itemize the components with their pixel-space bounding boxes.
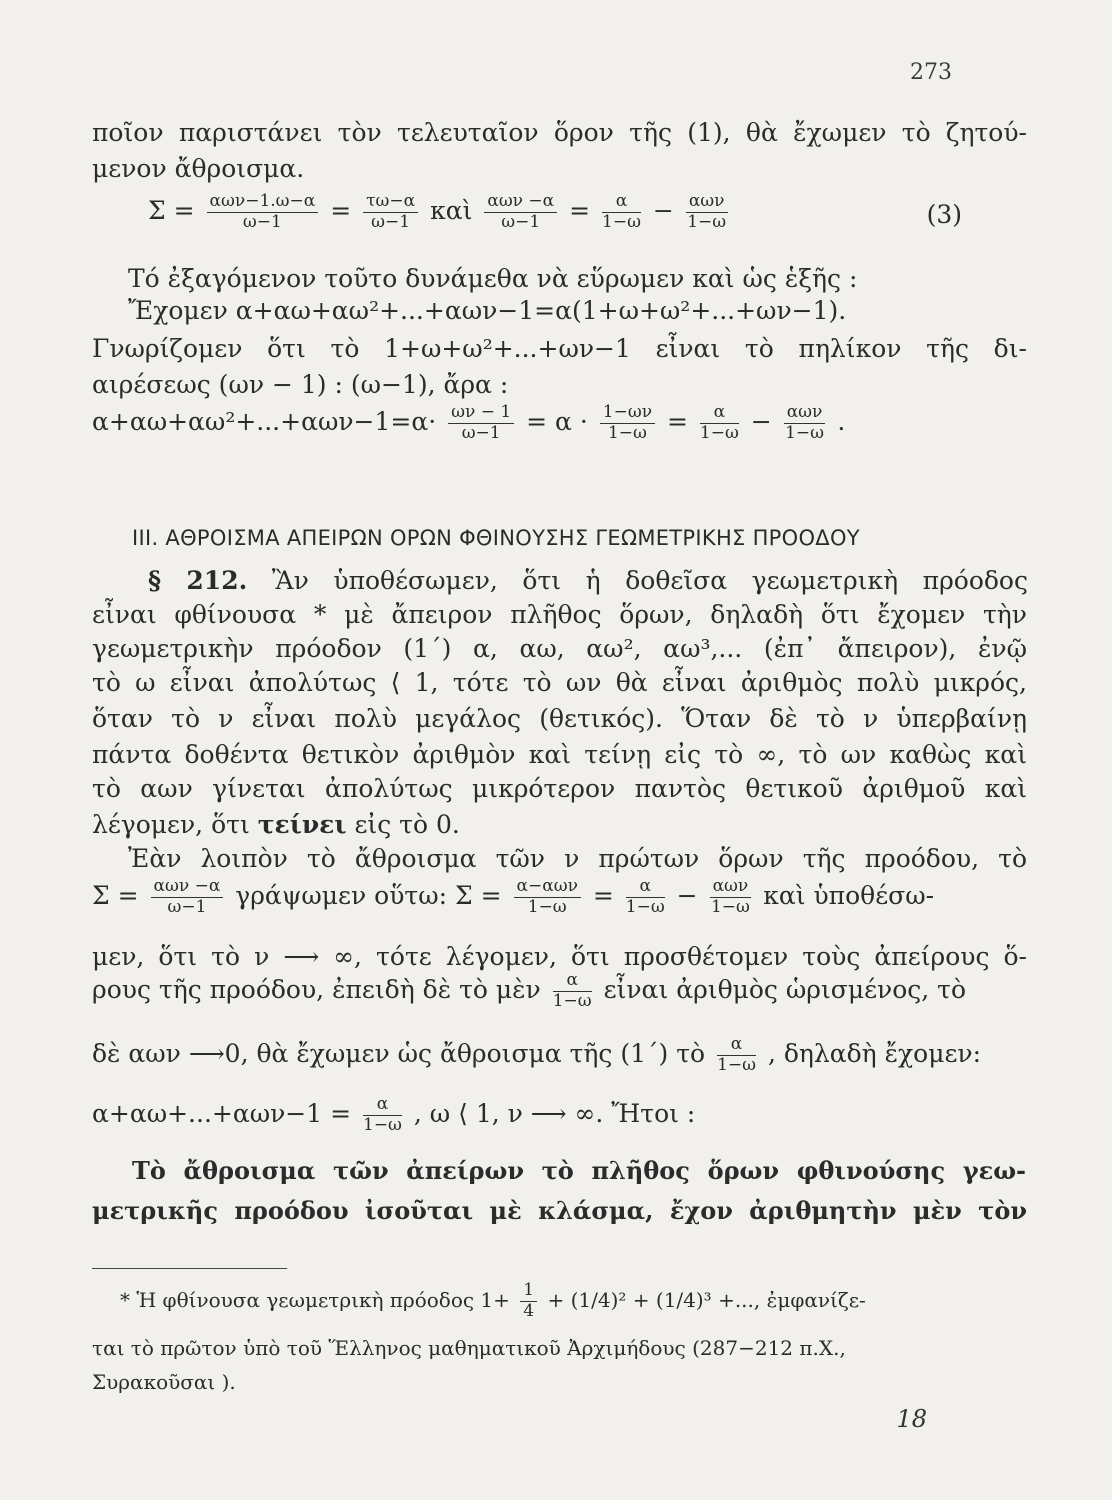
formula-4-lhs: α+αω+αω²+...+αων−1=α·	[92, 406, 437, 436]
footnote-fraction-1: $\frac{1}{4}$	[520, 1282, 537, 1321]
formula-5-text-2: καὶ ὑποθέσω-	[763, 880, 935, 910]
page-number: 273	[910, 60, 952, 85]
derive-line-3: Γνωρίζομεν ὅτι τὸ 1+ω+ω²+...+ων−1 εἶναι τὸ πηλίκον τῆς δι-	[92, 334, 1027, 363]
footnote-power-3: (1/4)³	[655, 1287, 712, 1312]
para-cont-line-1: μεν, ὅτι τὸ ν ⟶ ∞, τότε λέγομεν, ὅτι προσθέτομεν τοὺς ἀπείρους ὅ-	[92, 942, 1027, 971]
theorem-line-1: Τὸ ἄθροισμα τῶν ἀπείρων τὸ πλῆθος ὅρων φθινούσης γεω-	[132, 1156, 1026, 1185]
formula-4-equals: =	[667, 406, 688, 436]
formula-3-fraction-3: $\frac{\text{αων −α}}{\omega-1}$	[484, 193, 557, 232]
formula-4-fraction-1: $\frac{\omega\nu - 1}{\omega-1}$	[448, 404, 514, 443]
formula-3-minus: −	[652, 195, 674, 225]
derive-line-4: αιρέσεως (ων − 1) : (ω−1), ἄρα :	[92, 370, 509, 399]
formula-5-sigma: Σ =	[92, 880, 139, 910]
formula-4-fraction-3: $\frac{\alpha}{1-\omega}$	[699, 402, 739, 443]
formula-3	[148, 193, 732, 232]
formula-3-fraction-4: $\frac{\alpha}{1-\omega}$	[602, 191, 641, 232]
formula-5-fraction-4: $\frac{\text{αων}}{1-\omega}$	[710, 876, 750, 917]
formula-3-fraction-5: $\frac{\text{αων}}{1-\omega}$	[687, 191, 727, 232]
para-212-line-6: πάντα δοθέντα θετικὸν ἀριθμὸν καὶ τείνῃ εἰς τὸ ∞, τὸ ων καθὼς καὶ	[92, 740, 1027, 769]
formula-4	[92, 404, 845, 443]
emphasis-tends: τείνει	[257, 810, 347, 839]
para-212-text-1: Ἂν ὑποθέσωμεν, ὅτι ἡ δοθεῖσα γεωμετρικὴ πρόοδος	[271, 566, 1028, 595]
signature-mark: 18	[896, 1405, 927, 1433]
footnote-line-2: ται τὸ πρῶτον ὑπὸ τοῦ Ἕλληνος μαθηματικοῦ Ἀρχιμήδους (287−212 π.Χ.,	[92, 1336, 846, 1360]
formula-3-and: καὶ	[430, 195, 473, 225]
formula-4-mid: = α ·	[526, 406, 588, 436]
formula-5-minus: −	[676, 880, 698, 910]
theorem-line-2: μετρικῆς προόδου ἰσοῦται μὲ κλάσμα, ἔχον ἀριθμητὴν μὲν τὸν	[92, 1196, 1027, 1225]
para-212-line-7: τὸ αων γίνεται ἀπολύτως μικρότερον παντὸς θετικοῦ ἀριθμοῦ καὶ	[92, 774, 1027, 803]
formula-4-end: .	[837, 406, 846, 436]
footnote-rule	[92, 1268, 287, 1269]
para-cont-fraction-4: $\frac{\alpha}{1-\omega}$	[363, 1094, 402, 1135]
footnote-plus-1: +	[547, 1287, 565, 1312]
footnote-text-1a: * Ἡ φθίνουσα γεωμετρικὴ πρόοδος 1+	[120, 1287, 510, 1312]
formula-5-fraction-3: $\frac{\alpha}{1-\omega}$	[625, 876, 665, 917]
section-number: § 212.	[148, 566, 248, 595]
para-212-text-8a: λέγομεν, ὅτι	[92, 810, 250, 839]
formula-5-equals: =	[592, 880, 614, 910]
formula-3-equals-2: =	[569, 195, 591, 225]
para-212-line-8	[92, 810, 460, 839]
intro-line-1: ποῖον παριστάνει τὸν τελευταῖον ὅρον τῆς (1), θὰ ἔχωμεν τὸ ζητού-	[92, 118, 1027, 147]
footnote-plus-2: +	[632, 1287, 650, 1312]
equation-number: (3)	[926, 200, 962, 229]
para-212-line-3: γεωμετρικὴν πρόοδον (1΄) α, αω, αω², αω³,... (ἐπ᾽ ἄπειρον), ἐνῷ	[92, 634, 1027, 663]
para-212-line-9: Ἐὰν λοιπὸν τὸ ἄθροισμα τῶν ν πρώτων ὅρων τῆς προόδου, τὸ	[128, 844, 1027, 873]
para-cont-text-3b: , δηλαδὴ ἔχομεν:	[767, 1038, 982, 1068]
section-heading: III. ΑΘΡΟΙΣΜΑ ΑΠΕΙΡΩΝ ΟΡΩΝ ΦΘΙΝΟΥΣΗΣ ΓΕΩΜΕΤΡΙΚΗΣ ΠΡΟΟΔΟΥ	[132, 526, 860, 550]
para-cont-text-2a: ρους τῆς προόδου, ἐπειδὴ δὲ τὸ μὲν	[92, 974, 541, 1004]
para-cont-line-4	[92, 1096, 695, 1135]
para-cont-text-4b: , ω ⟨ 1, ν ⟶ ∞. Ἤτοι :	[413, 1098, 696, 1128]
para-cont-text-4a: α+αω+...+αων−1 =	[92, 1098, 352, 1128]
formula-3-sigma: Σ =	[148, 195, 195, 225]
footnote-power-2: (1/4)²	[570, 1287, 627, 1312]
formula-3-fraction-2: $\frac{\tau\omega-\alpha}{\omega-1}$	[363, 193, 418, 232]
formula-5	[92, 878, 934, 917]
formula-4-minus: −	[750, 406, 772, 436]
para-cont-line-2	[92, 972, 966, 1011]
para-212-line-5: ὅταν τὸ ν εἶναι πολὺ μεγάλος (θετικός). Ὅταν δὲ τὸ ν ὑπερβαίνῃ	[92, 704, 1027, 733]
para-cont-fraction-3: $\frac{\alpha}{1-\omega}$	[717, 1034, 756, 1075]
formula-4-fraction-2: $\frac{1-\omega\nu}{1-\omega}$	[600, 404, 655, 443]
para-212-text-8c: εἰς τὸ 0.	[354, 810, 460, 839]
intro-line-2: μενον ἄθροισμα.	[92, 154, 305, 183]
para-212-line-2: εἶναι φθίνουσα * μὲ ἄπειρον πλῆθος ὅρων, δηλαδὴ ὅτι ἔχομεν τὴν	[92, 600, 1027, 629]
formula-3-equals: =	[330, 195, 352, 225]
para-cont-line-3	[92, 1036, 981, 1075]
formula-3-fraction-1: $\frac{\text{αων−1.ω−α}}{\omega-1}$	[207, 193, 319, 232]
footnote-line-3: Συρακοῦσαι ).	[92, 1370, 236, 1394]
para-cont-fraction-2: $\frac{\alpha}{1-\omega}$	[552, 970, 592, 1011]
para-212-line-1	[148, 566, 1028, 595]
para-cont-text-3a: δὲ αων ⟶0, θὰ ἔχωμεν ὡς ἄθροισμα τῆς (1΄) τὸ	[92, 1038, 706, 1068]
derive-line-1: Τό ἐξαγόμενον τοῦτο δυνάμεθα νὰ εὕρωμεν καὶ ὡς ἑξῆς :	[128, 264, 858, 293]
footnote-line-1	[120, 1282, 866, 1321]
para-212-line-4: τὸ ω εἶναι ἀπολύτως ⟨ 1, τότε τὸ ων θὰ εἶναι ἀριθμὸς πολὺ μικρός,	[92, 668, 1027, 697]
formula-5-text-1: γράψωμεν οὕτω: Σ =	[235, 880, 502, 910]
formula-5-fraction-1: $\frac{\text{αων −α}}{\omega-1}$	[151, 878, 224, 917]
formula-5-fraction-2: $\frac{\text{α−αων}}{1-\omega}$	[514, 878, 581, 917]
para-cont-text-2b: εἶναι ἀριθμὸς ὡρισμένος, τὸ	[603, 974, 967, 1004]
formula-4-fraction-4: $\frac{\text{αων}}{1-\omega}$	[785, 402, 825, 443]
derive-line-2: Ἔχομεν α+αω+αω²+...+αων−1=α(1+ω+ω²+...+ων−1).	[128, 296, 847, 325]
footnote-text-1b: +..., ἐμφανίζε-	[718, 1287, 866, 1312]
